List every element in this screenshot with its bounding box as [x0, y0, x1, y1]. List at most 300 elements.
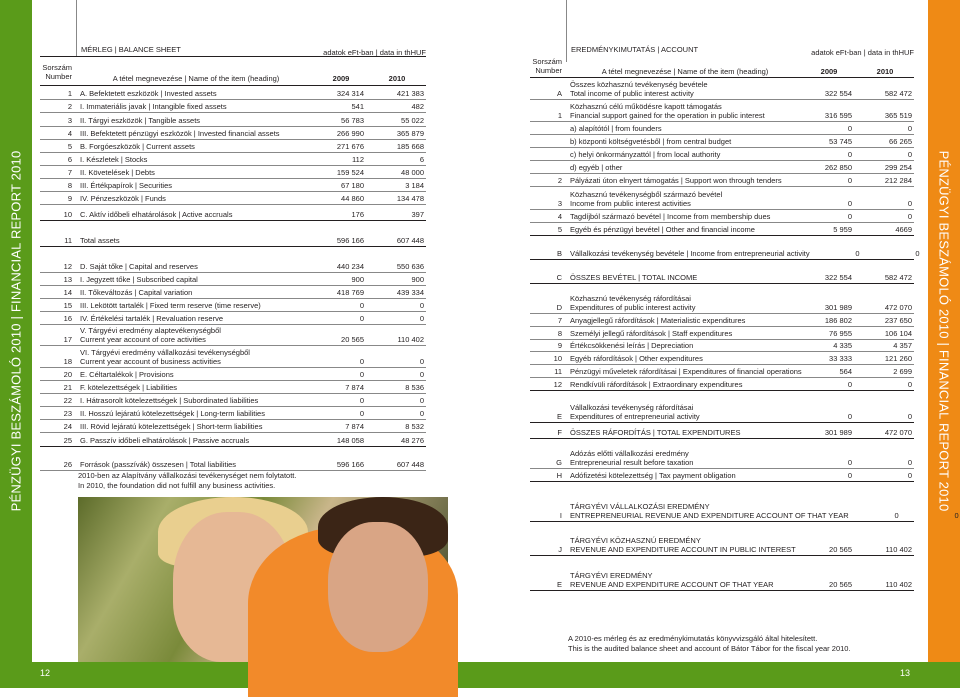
row-label-hu: Értékcsökkenési leírás | Depreciation [570, 341, 694, 350]
income-row [530, 314, 914, 327]
page-number-left: 12 [40, 668, 51, 678]
balance-row [40, 100, 426, 113]
value-2009: 0 [359, 301, 364, 310]
value-2010: 110 402 [885, 580, 912, 589]
value-2010: 212 284 [884, 176, 912, 185]
row-number: 26 [63, 460, 72, 469]
row-label-hu: IV. Pénzeszközök | Funds [80, 194, 166, 203]
row-number: 11 [64, 236, 72, 245]
row-number: G [556, 458, 562, 467]
row-label-hu: Pénzügyi műveletek ráfordításai | Expenditures of financial operations [570, 367, 802, 376]
value-2009: 596 166 [336, 236, 364, 245]
row-label-hu: II. Tárgyi eszközök | Tangible assets [80, 116, 201, 125]
row-label-en: Expenditures of public interest activity [570, 303, 696, 312]
row-label-hu: Adófizetési kötelezettség | Tax payment obligation [570, 471, 736, 480]
row-number: 8 [557, 329, 562, 338]
balance-row [40, 127, 426, 140]
footer-band [0, 662, 960, 688]
balance-row [40, 299, 426, 312]
income-note-hu: A 2010-es mérleg és az eredménykimutatás könyvvizsgáló által hitelesített. [568, 634, 818, 643]
row-label [566, 367, 802, 376]
value-2010: 550 636 [396, 262, 424, 271]
row-number: 2 [67, 102, 72, 111]
value-2009: 0 [847, 471, 852, 480]
value-2009: 20 565 [341, 335, 364, 344]
value-2009: 7 874 [345, 422, 364, 431]
row-label-hu: VI. Tárgyévi eredmény vállalkozási tevékenységből [80, 348, 250, 357]
page-number-right: 13 [900, 668, 911, 678]
row-label-hu: Vállalkozási tevékenység ráfordításai [570, 403, 694, 412]
row-label [76, 142, 314, 151]
balance-row [40, 166, 426, 179]
row-label-hu: Források (passzívák) összesen | Total liabilities [80, 460, 237, 469]
value-2010: 0 [419, 396, 424, 405]
row-label [566, 102, 802, 120]
row-number: C [556, 273, 562, 282]
balance-row [40, 447, 426, 471]
value-2009: 0 [359, 370, 364, 379]
row-label [76, 194, 314, 203]
value-2010: 0 [907, 212, 912, 221]
income-row [530, 260, 914, 284]
balance-note [78, 471, 296, 491]
left-side-band [0, 0, 32, 662]
row-number: 23 [63, 409, 72, 418]
value-2010: 0 [907, 458, 912, 467]
row-label [566, 329, 802, 338]
row-label-en: Current year account of business activities [80, 357, 221, 366]
balance-row [40, 346, 426, 368]
row-label-hu: B. Forgóeszközök | Current assets [80, 142, 195, 151]
row-label-en: REVENUE AND EXPENDITURE ACCOUNT IN PUBLIC INTEREST [570, 545, 796, 554]
row-number: 7 [557, 316, 562, 325]
value-2009: 0 [847, 212, 852, 221]
balance-row [40, 368, 426, 381]
value-2009: 301 989 [824, 303, 852, 312]
value-2010: 3 184 [405, 181, 424, 190]
value-2009: 186 802 [824, 316, 852, 325]
row-label [76, 326, 314, 344]
balance-row [40, 286, 426, 299]
row-label-en: Expenditures of entrepreneurial activity [570, 412, 700, 421]
value-2010: 55 022 [401, 116, 424, 125]
row-number: 13 [63, 275, 72, 284]
value-2010: 48 276 [401, 436, 424, 445]
row-label-hu: Egyéb ráfordítások | Other expenditures [570, 354, 703, 363]
income-header [530, 56, 914, 78]
value-2009: 7 874 [345, 383, 364, 392]
row-label [566, 190, 802, 208]
row-number: I [559, 511, 562, 520]
income-unit: adatok eFt-ban | data in thHUF [811, 48, 914, 57]
value-2010: 397 [411, 210, 424, 219]
row-label-hu: E. Céltartalékok | Provisions [80, 370, 174, 379]
balance-row [40, 113, 426, 127]
value-2010: 0 [419, 370, 424, 379]
balance-row [40, 312, 426, 325]
row-label-hu: Total assets [80, 236, 120, 245]
value-2010: 0 [907, 471, 912, 480]
value-2009: 0 [359, 314, 364, 323]
value-2009: 44 860 [341, 194, 364, 203]
value-2009: 67 180 [341, 181, 364, 190]
row-label-hu: III. Rövid lejáratú kötelezettségek | Short-term liabilities [80, 422, 263, 431]
row-number: E [556, 412, 562, 421]
row-label-en: Total income of public interest activity [570, 89, 694, 98]
balance-note-en: In 2010, the foundation did not fulfill any business activities. [78, 481, 276, 490]
children-photo [78, 497, 448, 662]
balance-row [40, 205, 426, 221]
row-number: 3 [67, 116, 72, 125]
row-number: 8 [67, 181, 72, 190]
value-2010: 134 478 [396, 194, 424, 203]
value-2009: 316 595 [824, 111, 852, 120]
value-2009: 262 850 [824, 163, 852, 172]
value-2010: 121 260 [884, 354, 912, 363]
value-2010: 421 383 [396, 89, 424, 98]
value-2010: 6 [419, 155, 424, 164]
value-2010: 900 [411, 275, 424, 284]
row-number: 22 [63, 396, 72, 405]
row-label [566, 249, 810, 258]
value-2009: 0 [855, 249, 860, 258]
value-2010: 0 [907, 380, 912, 389]
row-label-hu: c) helyi önkormányzattól | from local authority [570, 150, 721, 159]
row-label [76, 396, 314, 405]
value-2010: 582 472 [884, 89, 912, 98]
income-row [530, 122, 914, 135]
value-2009: 324 314 [336, 89, 364, 98]
row-label-hu: C. Aktív időbeli elhatárolások | Active accruals [80, 210, 233, 219]
row-label-en: Entrepreneurial result before taxation [570, 458, 694, 467]
row-label-en: REVENUE AND EXPENDITURE ACCOUNT OF THAT YEAR [570, 580, 774, 589]
row-label-hu: II. Tőkeváltozás | Capital variation [80, 288, 193, 297]
row-label [566, 137, 802, 146]
value-2010: 0 [907, 199, 912, 208]
income-row [530, 161, 914, 174]
value-2010: 607 448 [396, 236, 424, 245]
value-2009: 440 234 [336, 262, 364, 271]
balance-row [40, 179, 426, 192]
value-2010: 110 402 [397, 335, 424, 344]
row-label-hu: F. kötelezettségek | Liabilities [80, 383, 177, 392]
row-number: 20 [63, 370, 72, 379]
row-label [76, 301, 314, 310]
row-label [76, 262, 314, 271]
row-number: H [556, 471, 562, 480]
row-number: 25 [63, 436, 72, 445]
value-2009: 0 [359, 357, 364, 366]
balance-row [40, 273, 426, 286]
value-2010: 0 [419, 357, 424, 366]
value-2010: 365 519 [884, 111, 912, 120]
value-2010: 237 650 [884, 316, 912, 325]
row-label-hu: TÁRGYÉVI EREDMÉNY [570, 571, 653, 580]
value-2009: 76 955 [829, 329, 852, 338]
value-2010: 185 668 [396, 142, 424, 151]
income-row [530, 210, 914, 223]
row-label-hu: I. Készletek | Stocks [80, 155, 148, 164]
income-row [530, 391, 914, 423]
income-row [530, 100, 914, 122]
row-label [76, 422, 314, 431]
value-2010: 482 [411, 102, 424, 111]
row-number: 11 [554, 367, 562, 376]
value-2010: 0 [907, 150, 912, 159]
row-number: 1 [557, 111, 562, 120]
value-2010: 299 254 [884, 163, 912, 172]
left-side-title: PÉNZÜGYI BESZÁMOLÓ 2010 | FINANCIAL REPORT 2010 [8, 150, 24, 512]
row-label [566, 163, 802, 172]
row-label [566, 341, 802, 350]
income-row [530, 556, 914, 591]
value-2010: 8 536 [405, 383, 424, 392]
row-number: E [556, 580, 562, 589]
row-number: 24 [63, 422, 72, 431]
row-number: 12 [553, 380, 562, 389]
balance-title-bar [40, 0, 426, 56]
row-label [76, 129, 314, 138]
income-row [530, 469, 914, 482]
row-label-hu: Adózás előtti vállalkozási eredmény [570, 449, 689, 458]
row-number: 5 [67, 142, 72, 151]
row-number: 4 [67, 129, 72, 138]
value-2009: 0 [847, 458, 852, 467]
balance-sheet [40, 0, 426, 490]
value-2010: 439 334 [396, 288, 424, 297]
row-label-hu: Rendkívüli ráfordítások | Extraordinary expenditures [570, 380, 743, 389]
income-header-2010: 2010 [876, 67, 894, 76]
row-label [566, 273, 802, 282]
value-2010: 0 [954, 511, 959, 520]
row-label-hu: a) alapítótól | from founders [570, 124, 662, 133]
value-2009: 271 676 [336, 142, 364, 151]
value-2009: 564 [839, 367, 852, 376]
row-label [566, 403, 802, 421]
row-label-hu: G. Passzív időbeli elhatárolások | Passive accruals [80, 436, 250, 445]
income-header-name: A tétel megnevezése | Name of the item (heading) [601, 67, 769, 76]
row-number: 1 [67, 89, 72, 98]
value-2009: 20 565 [829, 545, 852, 554]
row-number: 7 [67, 168, 72, 177]
row-label-hu: III. Lekötött tartalék | Fixed term reserve (time reserve) [80, 301, 261, 310]
income-row [530, 148, 914, 161]
row-number: J [558, 545, 562, 554]
row-number: 12 [63, 262, 72, 271]
value-2010: 8 532 [405, 422, 424, 431]
row-label [566, 502, 849, 520]
row-label [566, 380, 802, 389]
row-label [76, 288, 314, 297]
row-label [566, 536, 802, 554]
value-2009: 0 [847, 176, 852, 185]
row-number: 5 [557, 225, 562, 234]
balance-row [40, 381, 426, 394]
row-label-hu: I. Immateriális javak | Intangible fixed assets [80, 102, 227, 111]
right-side-band [928, 0, 960, 662]
value-2010: 0 [419, 409, 424, 418]
value-2010: 365 879 [396, 129, 424, 138]
row-label-en: Income from public interest activities [570, 199, 691, 208]
value-2009: 0 [847, 150, 852, 159]
row-label-hu: Személyi jellegű ráfordítások | Staff expenditures [570, 329, 733, 338]
row-label-en: Current year account of core activities [80, 335, 206, 344]
row-number: 16 [63, 314, 72, 323]
row-number: 6 [67, 155, 72, 164]
value-2010: 110 402 [885, 545, 912, 554]
value-2010: 0 [419, 301, 424, 310]
row-label-hu: V. Tárgyévi eredmény alaptevékenységből [80, 326, 221, 335]
income-row [530, 352, 914, 365]
value-2010: 106 104 [884, 329, 912, 338]
income-row [530, 439, 914, 469]
row-label-en: ENTREPRENEURIAL REVENUE AND EXPENDITURE ACCOUNT OF THAT YEAR [570, 511, 849, 520]
row-label-hu: IV. Értékelési tartalék | Revaluation reserve [80, 314, 223, 323]
value-2010: 66 265 [889, 137, 912, 146]
balance-header-2010: 2010 [388, 74, 406, 83]
balance-row [40, 407, 426, 420]
value-2009: 53 745 [829, 137, 852, 146]
row-label [566, 294, 802, 312]
row-label [566, 449, 802, 467]
value-2009: 159 524 [336, 168, 364, 177]
row-label [76, 275, 314, 284]
row-number: D [556, 303, 562, 312]
row-number: 10 [63, 210, 72, 219]
balance-row [40, 247, 426, 273]
balance-row [40, 140, 426, 153]
row-label [76, 155, 314, 164]
value-2009: 0 [359, 396, 364, 405]
row-label-hu: Összes közhasznú tevékenység bevétele [570, 80, 708, 89]
income-row [530, 482, 959, 522]
income-row [530, 236, 920, 260]
row-number: 14 [63, 288, 72, 297]
balance-row [40, 433, 426, 447]
value-2010: 4 357 [893, 341, 912, 350]
value-2009: 541 [351, 102, 364, 111]
value-2010: 472 070 [884, 428, 912, 437]
row-label [566, 80, 802, 98]
row-number: 9 [67, 194, 72, 203]
row-label-hu: I. Hátrasorolt kötelezettségek | Subordinated liabilities [80, 396, 259, 405]
row-label [76, 116, 314, 125]
value-2010: 48 000 [401, 168, 424, 177]
income-row [530, 423, 914, 439]
row-label-hu: Vállalkozási tevékenység bevétele | Income from entrepreneurial activity [570, 249, 810, 258]
balance-row [40, 394, 426, 407]
balance-header-2009: 2009 [332, 74, 350, 83]
income-row [530, 223, 914, 236]
row-number: 18 [63, 357, 72, 366]
row-label [566, 150, 802, 159]
value-2009: 301 989 [824, 428, 852, 437]
row-number: 4 [557, 212, 562, 221]
income-row [530, 327, 914, 340]
row-label [566, 471, 802, 480]
income-row [530, 135, 914, 148]
value-2009: 20 565 [829, 580, 852, 589]
row-number: B [556, 249, 562, 258]
value-2010: 0 [907, 124, 912, 133]
balance-rows [40, 86, 426, 471]
balance-unit: adatok eFt-ban | data in thHUF [323, 48, 426, 57]
income-header-num: Sorszám Number [532, 57, 562, 75]
value-2010: 0 [907, 412, 912, 421]
row-number: 10 [553, 354, 562, 363]
value-2009: 0 [359, 409, 364, 418]
balance-row [40, 221, 426, 247]
value-2009: 4 335 [833, 341, 852, 350]
row-number: A [556, 89, 562, 98]
row-label [76, 210, 314, 219]
row-label-hu: D. Saját tőke | Capital and reserves [80, 262, 198, 271]
row-number: F [557, 428, 562, 437]
row-label-hu: d) egyéb | other [570, 163, 623, 172]
balance-row [40, 86, 426, 100]
row-label-hu: ÖSSZES RÁFORDÍTÁS | TOTAL EXPENDITURES [570, 428, 741, 437]
balance-header-num: Sorszám Number [42, 63, 72, 81]
value-2009: 5 959 [833, 225, 852, 234]
row-label [76, 89, 314, 98]
income-header-2009: 2009 [820, 67, 838, 76]
row-label [76, 370, 314, 379]
value-2009: 0 [847, 199, 852, 208]
row-label-hu: III. Befektetett pénzügyi eszközök | Invested financial assets [80, 129, 280, 138]
row-label-hu: Közhasznú tevékenység ráfordításai [570, 294, 691, 303]
row-label [76, 383, 314, 392]
value-2009: 148 058 [336, 436, 364, 445]
row-label-hu: Tagdíjból származó bevétel | Income from membership dues [570, 212, 771, 221]
row-label-hu: A. Befektetett eszközök | Invested assets [80, 89, 217, 98]
balance-note-hu: 2010-ben az Alapítvány vállalkozási tevékenységet nem folytatott. [78, 471, 297, 480]
row-label-en: Financial support gained for the operation in public interest [570, 111, 765, 120]
value-2010: 0 [915, 249, 920, 258]
row-label-hu: TÁRGYÉVI VÁLLALKOZÁSI EREDMÉNY [570, 502, 710, 511]
balance-row [40, 153, 426, 166]
row-label [566, 571, 802, 589]
row-label-hu: Egyéb és pénzügyi bevétel | Other and financial income [570, 225, 755, 234]
value-2010: 0 [419, 314, 424, 323]
row-number: 15 [63, 301, 72, 310]
value-2009: 56 783 [341, 116, 364, 125]
value-2009: 900 [351, 275, 364, 284]
row-label [76, 409, 314, 418]
row-label-hu: Anyagjellegű ráfordítások | Materialistic expenditures [570, 316, 746, 325]
income-row [530, 78, 914, 100]
value-2009: 596 166 [336, 460, 364, 469]
row-label [76, 236, 314, 245]
row-label-hu: TÁRGYÉVI KÖZHASZNÚ EREDMÉNY [570, 536, 701, 545]
row-label-hu: Pályázati úton elnyert támogatás | Support won through tenders [570, 176, 782, 185]
balance-header-name: A tétel megnevezése | Name of the item (heading) [112, 74, 280, 83]
row-label [76, 181, 314, 190]
row-label [566, 316, 802, 325]
income-row [530, 365, 914, 378]
value-2009: 33 333 [829, 354, 852, 363]
row-label [76, 168, 314, 177]
row-label [76, 314, 314, 323]
row-label [566, 225, 802, 234]
value-2010: 4669 [895, 225, 912, 234]
row-label-hu: II. Követelések | Debts [80, 168, 155, 177]
row-label [76, 460, 314, 469]
income-row [530, 284, 914, 314]
income-title: EREDMÉNYKIMUTATÁS | ACCOUNT [571, 45, 699, 54]
income-row [530, 340, 914, 352]
value-2009: 0 [894, 511, 899, 520]
row-number: 2 [557, 176, 562, 185]
